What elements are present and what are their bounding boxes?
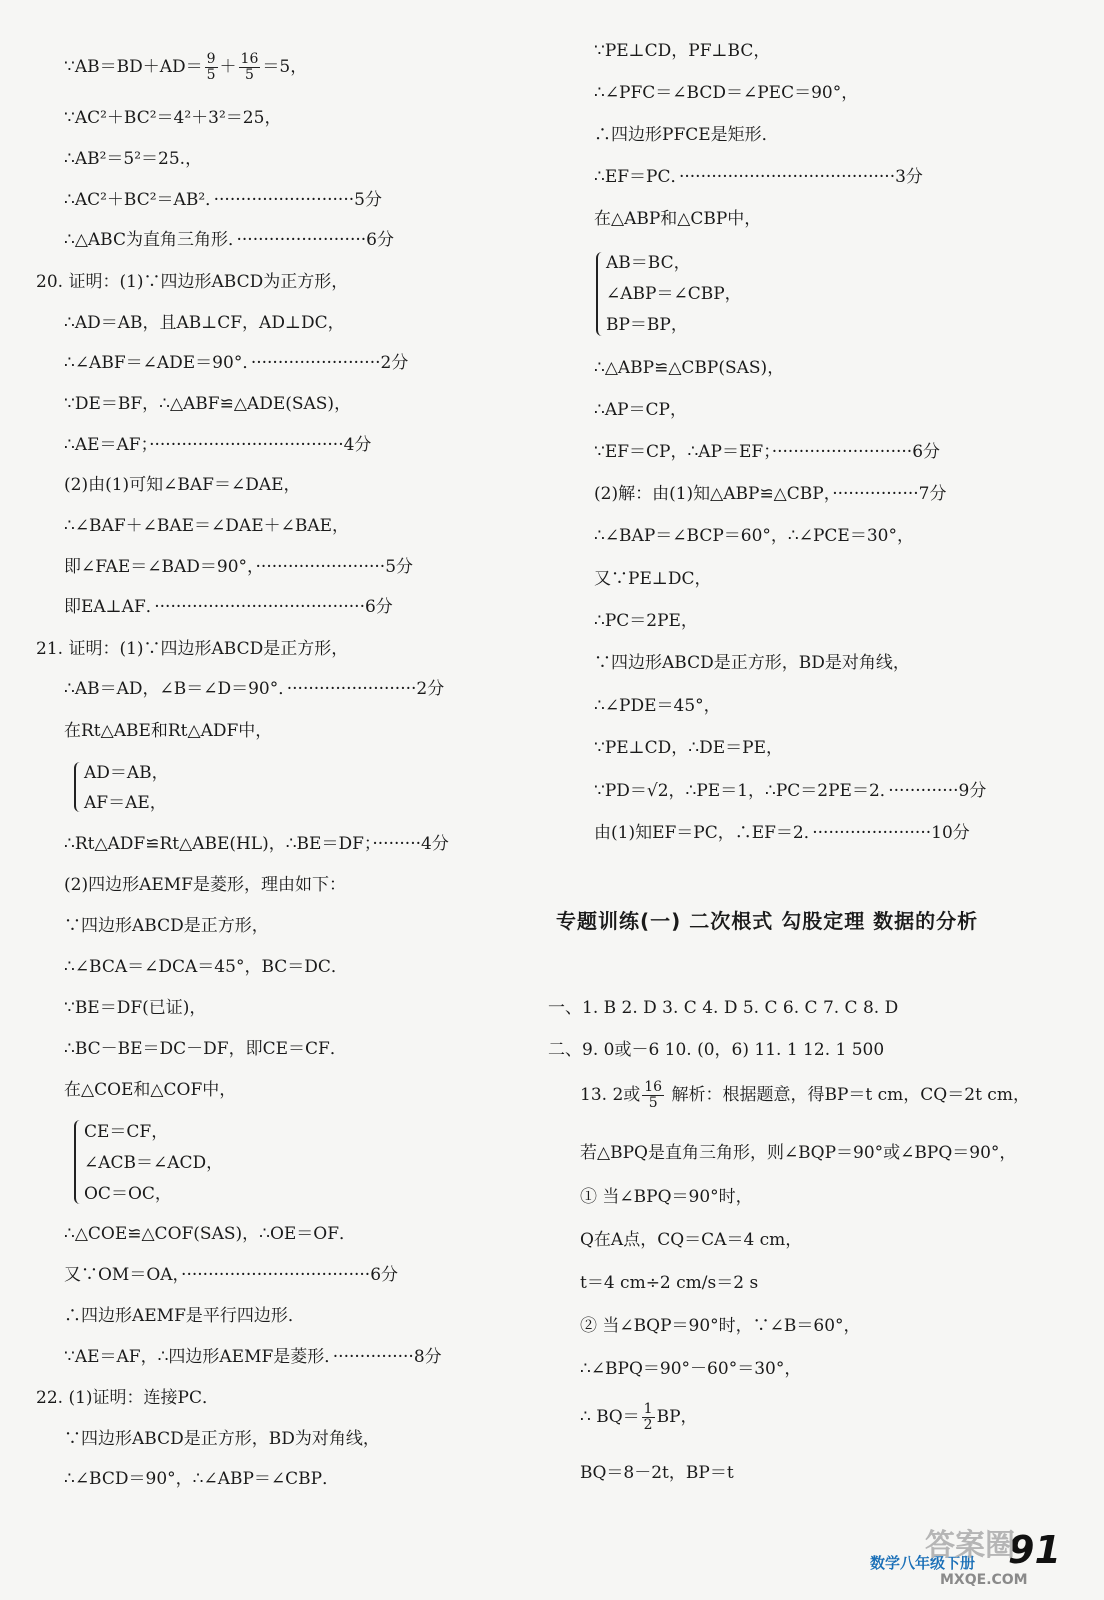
solution-line: AD＝AB， bbox=[84, 763, 169, 783]
solution-line: ∵PE⊥CD，∴DE＝PE， bbox=[594, 738, 783, 758]
solution-line: ∵AB＝BD＋AD＝ $\frac{9}{5}$ ＋ $\frac{16}{5}$ ＝5， bbox=[64, 51, 308, 83]
solution-line: ∵四边形ABCD是正方形， bbox=[64, 916, 269, 936]
solution-line: 21. 证明：(1)∵四边形ABCD是正方形， bbox=[36, 639, 349, 659]
watermark-logo: 答案圈 bbox=[925, 1528, 1015, 1563]
solution-line: 即EA⊥AF．·······································6分 bbox=[64, 597, 393, 617]
solution-line: ∵AC²＋BC²＝4²＋3²＝25， bbox=[64, 108, 282, 128]
solution-line: ∵PD＝√2，∴PE＝1，∴PC＝2PE＝2．·············9分 bbox=[594, 781, 987, 801]
solution-line: ∴AC²＋BC²＝AB²．··························5分 bbox=[64, 190, 382, 210]
solution-line: ∴∠BCA＝∠DCA＝45°，BC＝DC． bbox=[64, 957, 348, 977]
solution-line: 即∠FAE＝∠BAD＝90°，························5分 bbox=[64, 557, 414, 577]
solution-line: ∴ BQ＝ $\frac{1}{2}$ BP， bbox=[580, 1401, 698, 1433]
solution-line: 又∵OM＝OA，···································6分 bbox=[64, 1265, 399, 1285]
solution-line: AF＝AE， bbox=[84, 793, 167, 813]
system-brace bbox=[74, 1120, 84, 1204]
solution-line: ∠ABP＝∠CBP， bbox=[606, 284, 742, 304]
solution-line: ∵四边形ABCD是正方形，BD为对角线， bbox=[64, 1429, 380, 1449]
solution-line: 22. (1)证明：连接PC． bbox=[36, 1388, 219, 1408]
solution-line: ∴四边形PFCE是矩形． bbox=[594, 125, 779, 145]
solution-line: 由(1)知EF＝PC，∴EF＝2．······················10分 bbox=[594, 823, 970, 843]
fraction: $\frac{16}{5}$ bbox=[240, 51, 259, 83]
solution-line: BP＝BP， bbox=[606, 315, 688, 335]
watermark-url: MXQE.COM bbox=[940, 1572, 1028, 1588]
solution-line: ∵EF＝CP，∴AP＝EF；··························6分 bbox=[594, 442, 941, 462]
solution-line: 一、1. B 2. D 3. C 4. D 5. C 6. C 7. C 8. D bbox=[548, 998, 899, 1018]
solution-line: ∴Rt△ADF≌Rt△ABE(HL)，∴BE＝DF；·········4分 bbox=[64, 834, 449, 854]
fraction: $\frac{9}{5}$ bbox=[206, 51, 216, 83]
solution-line: t＝4 cm÷2 cm/s＝2 s bbox=[580, 1273, 759, 1293]
solution-line: ∴∠BAF＋∠BAE＝∠DAE＋∠BAE， bbox=[64, 516, 350, 536]
solution-line: ∴四边形AEMF是平行四边形． bbox=[64, 1306, 305, 1326]
solution-line: 在△ABP和△CBP中， bbox=[594, 209, 762, 229]
solution-line: ∴AE＝AF；····································4分 bbox=[64, 435, 372, 455]
fraction: $\frac{1}{2}$ bbox=[643, 1401, 653, 1433]
solution-line: ∴PC＝2PE， bbox=[594, 611, 698, 631]
solution-line: (2)解：由(1)知△ABP≌△CBP，················7分 bbox=[594, 484, 947, 504]
solution-line: ∴AD＝AB，且AB⊥CF，AD⊥DC， bbox=[64, 313, 345, 333]
solution-line: BQ＝8－2t，BP＝t bbox=[580, 1463, 734, 1483]
solution-line: ∴AP＝CP， bbox=[594, 400, 687, 420]
solution-line: ∴∠BPQ＝90°－60°＝30°， bbox=[580, 1359, 802, 1379]
solution-line: OC＝OC， bbox=[84, 1184, 172, 1204]
solution-line: CE＝CF， bbox=[84, 1122, 169, 1142]
solution-line: ∴EF＝PC．········································3分 bbox=[594, 167, 923, 187]
solution-line: ∴∠BAP＝∠BCP＝60°，∴∠PCE＝30°， bbox=[594, 526, 914, 546]
section-heading: 专题训练(一) 二次根式 勾股定理 数据的分析 bbox=[556, 909, 979, 933]
solution-line: 二、9. 0或－6 10. (0，6) 11. 1 12. 1 500 bbox=[548, 1040, 885, 1060]
solution-line: ∵四边形ABCD是正方形，BD是对角线， bbox=[594, 653, 910, 673]
footer-subject: 数学八年级下册 bbox=[870, 1554, 976, 1572]
solution-line: ∴∠ABF＝∠ADE＝90°．························2分 bbox=[64, 353, 409, 373]
solution-line: 在Rt△ABE和Rt△ADF中， bbox=[64, 721, 273, 741]
solution-line: (2)由(1)可知∠BAF＝∠DAE， bbox=[64, 475, 301, 495]
system-brace bbox=[596, 252, 606, 336]
solution-line: ∴∠PFC＝∠BCD＝∠PEC＝90°， bbox=[594, 83, 859, 103]
solution-line: (2)四边形AEMF是菱形，理由如下： bbox=[64, 875, 346, 895]
solution-line: 又∵PE⊥DC， bbox=[594, 569, 712, 589]
solution-line: ② 当∠BQP＝90°时，∵∠B＝60°， bbox=[580, 1316, 861, 1336]
page-number: 91 bbox=[1008, 1528, 1061, 1572]
solution-line: ∴△COE≌△COF(SAS)，∴OE＝OF． bbox=[64, 1224, 357, 1244]
system-brace bbox=[74, 762, 84, 812]
solution-line: Q在A点，CQ＝CA＝4 cm， bbox=[580, 1230, 803, 1250]
solution-line: ∵BE＝DF(已证)， bbox=[64, 998, 207, 1018]
solution-line: ∴AB²＝5²＝25.， bbox=[64, 149, 203, 169]
solution-line: ∴∠PDE＝45°， bbox=[594, 696, 721, 716]
fraction: $\frac{16}{5}$ bbox=[644, 1079, 663, 1111]
solution-line: 13. 2或 $\frac{16}{5}$ 解析：根据题意，得BP＝t cm，CQ＝2t cm， bbox=[580, 1079, 1030, 1111]
solution-line: ∵PE⊥CD，PF⊥BC， bbox=[594, 41, 771, 61]
solution-line: ① 当∠BPQ＝90°时， bbox=[580, 1187, 753, 1207]
solution-line: ∠ACB＝∠ACD， bbox=[84, 1153, 224, 1173]
solution-line: ∴BC－BE＝DC－DF，即CE＝CF． bbox=[64, 1039, 347, 1059]
solution-line: 20. 证明：(1)∵四边形ABCD为正方形， bbox=[36, 272, 349, 292]
solution-line: AB＝BC， bbox=[606, 253, 691, 273]
solution-line: ∴△ABC为直角三角形．························6分 bbox=[64, 230, 394, 250]
solution-line: ∴∠BCD＝90°，∴∠ABP＝∠CBP． bbox=[64, 1469, 340, 1489]
solution-line: 在△COE和△COF中， bbox=[64, 1080, 237, 1100]
solution-line: ∴AB＝AD，∠B＝∠D＝90°．························2分 bbox=[64, 679, 445, 699]
solution-line: ∵DE＝BF，∴△ABF≌△ADE(SAS)， bbox=[64, 394, 352, 414]
solution-line: ∵AE＝AF，∴四边形AEMF是菱形．···············8分 bbox=[64, 1347, 442, 1367]
solution-line: ∴△ABP≌△CBP(SAS)， bbox=[594, 358, 785, 378]
solution-line: 若△BPQ是直角三角形，则∠BQP＝90°或∠BPQ＝90°， bbox=[580, 1143, 1017, 1163]
